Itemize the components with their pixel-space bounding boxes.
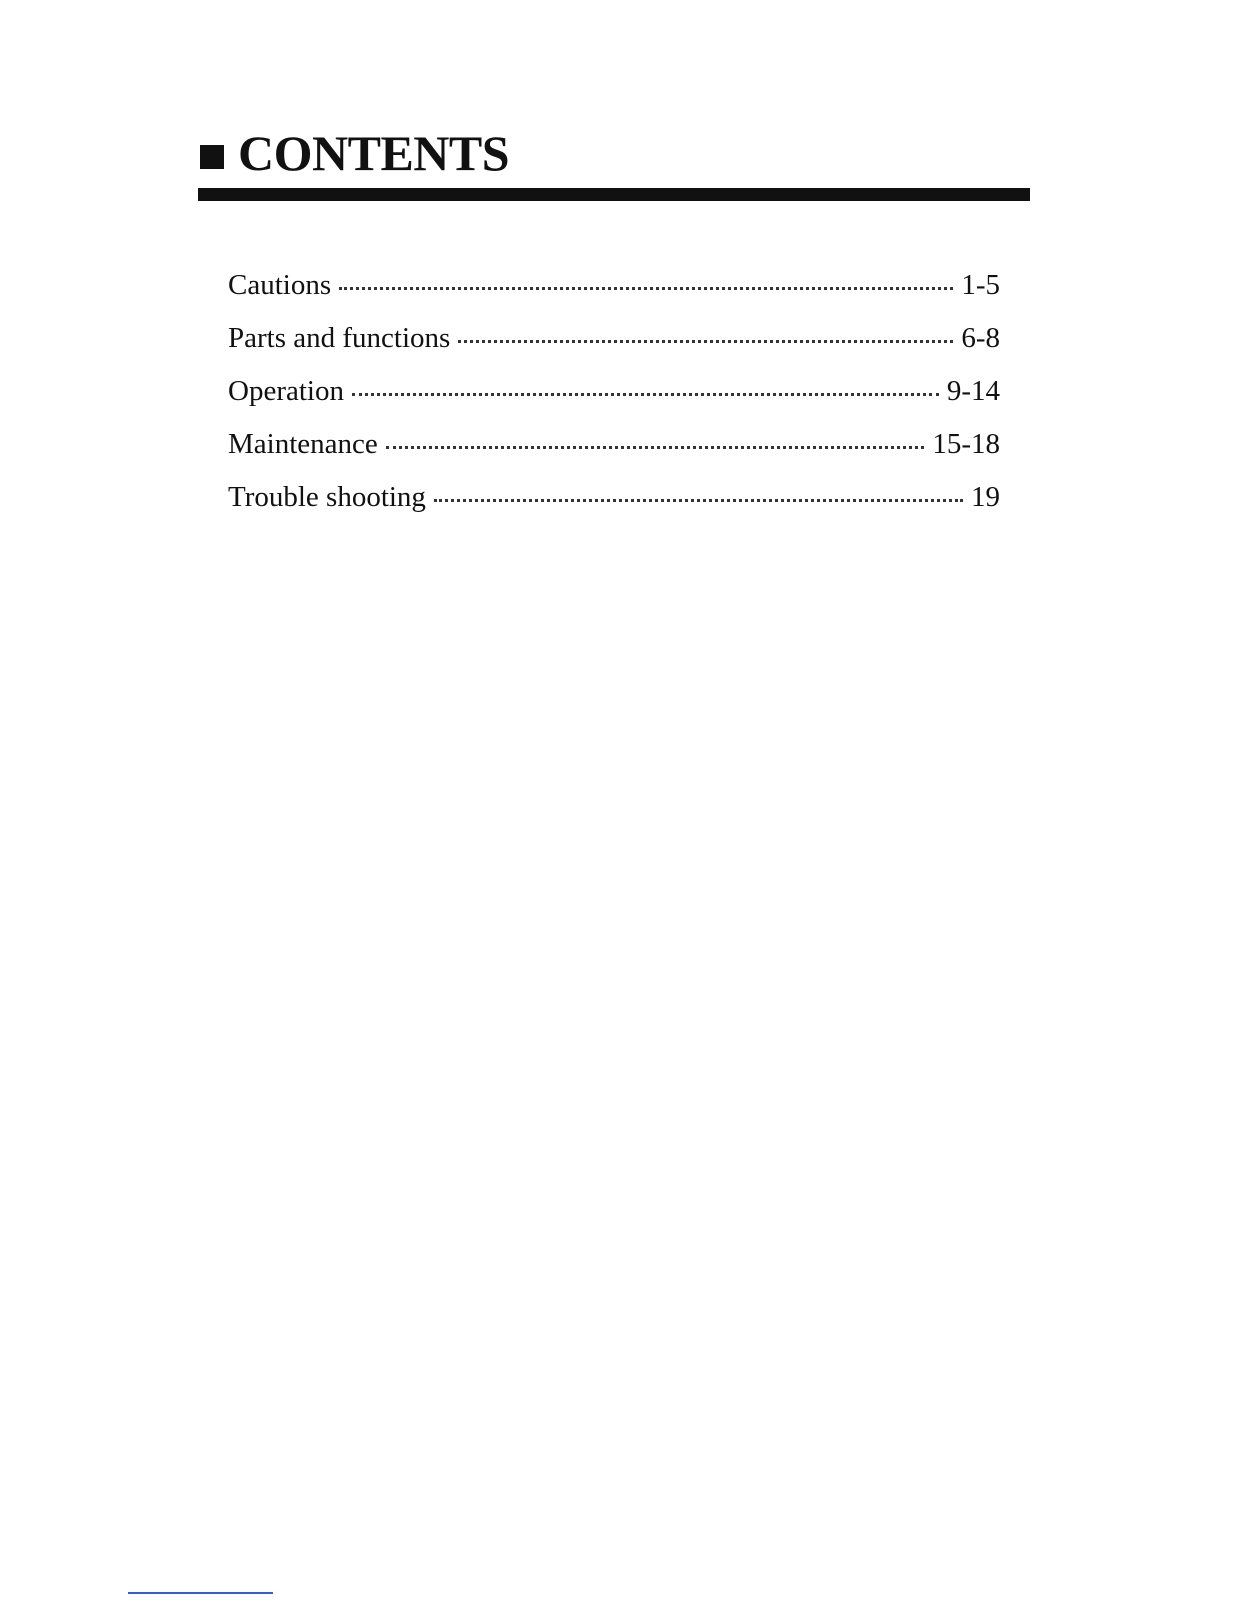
toc-entry-label: Cautions [228, 269, 332, 301]
black-square-icon [200, 145, 224, 169]
footer-rule [128, 1592, 273, 1594]
heading-rule [198, 188, 1030, 201]
table-of-contents [228, 268, 1000, 533]
dot-leader [339, 287, 953, 290]
dot-leader [458, 340, 953, 343]
toc-entry-parts-and-functions [228, 321, 1000, 374]
page-title: CONTENTS [238, 125, 510, 181]
toc-entry-pages: 1-5 [961, 269, 1000, 301]
toc-entry-operation [228, 374, 1000, 427]
toc-entry-pages: 19 [971, 481, 1000, 513]
toc-entry-maintenance [228, 427, 1000, 480]
toc-entry-label: Parts and functions [228, 322, 451, 354]
toc-entry-cautions [228, 268, 1000, 321]
toc-entry-pages: 15-18 [932, 428, 1000, 460]
dot-leader [386, 446, 925, 449]
toc-entry-trouble-shooting [228, 480, 1000, 533]
toc-entry-pages: 6-8 [961, 322, 1000, 354]
toc-entry-pages: 9-14 [946, 375, 1000, 407]
page-heading [200, 125, 510, 181]
toc-entry-label: Operation [228, 375, 344, 407]
toc-entry-label: Maintenance [228, 428, 378, 460]
toc-entry-label: Trouble shooting [228, 481, 426, 513]
dot-leader [434, 499, 963, 502]
dot-leader [352, 393, 939, 396]
